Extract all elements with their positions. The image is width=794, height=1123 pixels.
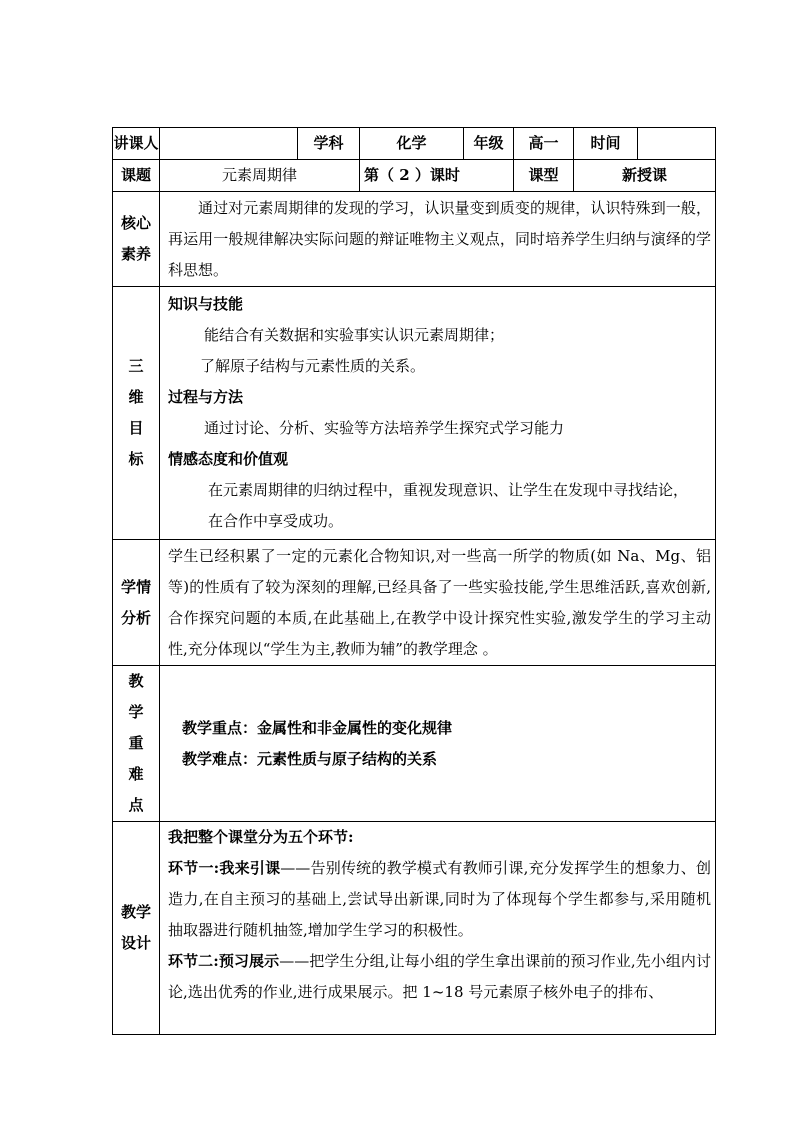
step-1-text: ——告别传统的教学模式有教师引课,充分发挥学生的想象力、创造力,在自主预习的基础上,尝试导出新课,同时为了体现每个学生都参与,采用随机抽取器进行随机抽签,增加学生学习的积极性。 xyxy=(168,859,711,939)
lecturer-label: 讲课人 xyxy=(113,128,160,160)
process-heading: 过程与方法 xyxy=(168,388,244,406)
topic-label: 课题 xyxy=(113,160,160,192)
step-2-text: ——把学生分组,让每小组的学生拿出课前的预习作业,先小组内讨论,选出优秀的作业,进行成果展示。把 1~18 号元素原子核外电子的排布、 xyxy=(168,952,711,1001)
grade-label: 年级 xyxy=(464,128,514,160)
objectives-row xyxy=(113,287,716,540)
teaching-focus: 教学重点：金属性和非金属性的变化规律 xyxy=(182,718,453,737)
emotion-line: 在元素周期律的归纳过程中，重视发现意识、让学生在发现中寻找结论， xyxy=(208,481,689,499)
time-label: 时间 xyxy=(574,128,638,160)
core-literacy-text: 通过对元素周期律的发现的学习，认识量变到质变的规律，认识特殊到一般，再运用一般规律解决实际问题的辩证唯物主义观点，同时培养学生归纳与演绎的学科思想。 xyxy=(160,192,716,287)
type-label: 课型 xyxy=(514,160,574,192)
analysis-text: 学生已经积累了一定的元素化合物知识,对一些高一所学的物质(如 Na、Mg、铝等)的性质有了较为深刻的理解,已经具备了一些实验技能,学生思维活跃,喜欢创新,合作探究问题的本质,在此基础上,在教学中设计探究性实验,激发学生的学习主动性,充分体现以“学生为主,教师为辅”的教学理念 。 xyxy=(160,540,716,666)
objectives-content xyxy=(160,287,716,540)
design-label: 教学 设计 xyxy=(113,822,160,1035)
analysis-label: 学情 分析 xyxy=(113,540,160,666)
design-step-1 xyxy=(168,853,711,946)
process-line: 通过讨论、分析、实验等方法培养学生探究式学习能力 xyxy=(204,419,565,437)
header-row xyxy=(113,128,716,160)
teaching-difficulty: 教学难点：元素性质与原子结构的关系 xyxy=(182,749,438,768)
topic-value: 元素周期律 xyxy=(160,160,360,192)
design-step-2 xyxy=(168,946,711,1008)
knowledge-line: 了解原子结构与元素性质的关系。 xyxy=(200,357,426,375)
design-row xyxy=(113,822,716,1035)
design-intro: 我把整个课堂分为五个环节: xyxy=(168,828,354,846)
subject-label: 学科 xyxy=(298,128,360,160)
key-points-label: 教 学 重 难 点 xyxy=(113,666,160,822)
core-literacy-row xyxy=(113,192,716,287)
key-points-row xyxy=(113,666,716,822)
emotion-heading: 情感态度和价值观 xyxy=(168,450,289,468)
grade-value: 高一 xyxy=(514,128,574,160)
lecturer-value xyxy=(160,128,298,160)
topic-row xyxy=(113,160,716,192)
lesson-number: 第（ 2 ）课时 xyxy=(360,160,514,192)
objectives-label: 三 维 目 标 xyxy=(113,287,160,540)
knowledge-heading: 知识与技能 xyxy=(168,295,244,313)
emotion-line: 在合作中享受成功。 xyxy=(208,512,344,530)
core-literacy-label: 核心 素养 xyxy=(113,192,160,287)
key-points-content xyxy=(160,666,716,822)
step-1-title: 环节一:我来引课 xyxy=(168,859,281,877)
lesson-plan-table xyxy=(112,127,716,1035)
subject-value: 化学 xyxy=(360,128,464,160)
step-2-title: 环节二:预习展示 xyxy=(168,952,280,970)
type-value: 新授课 xyxy=(574,160,716,192)
design-content xyxy=(160,822,716,1035)
knowledge-line: 能结合有关数据和实验事实认识元素周期律； xyxy=(204,326,505,344)
time-value xyxy=(638,128,716,160)
analysis-row xyxy=(113,540,716,666)
